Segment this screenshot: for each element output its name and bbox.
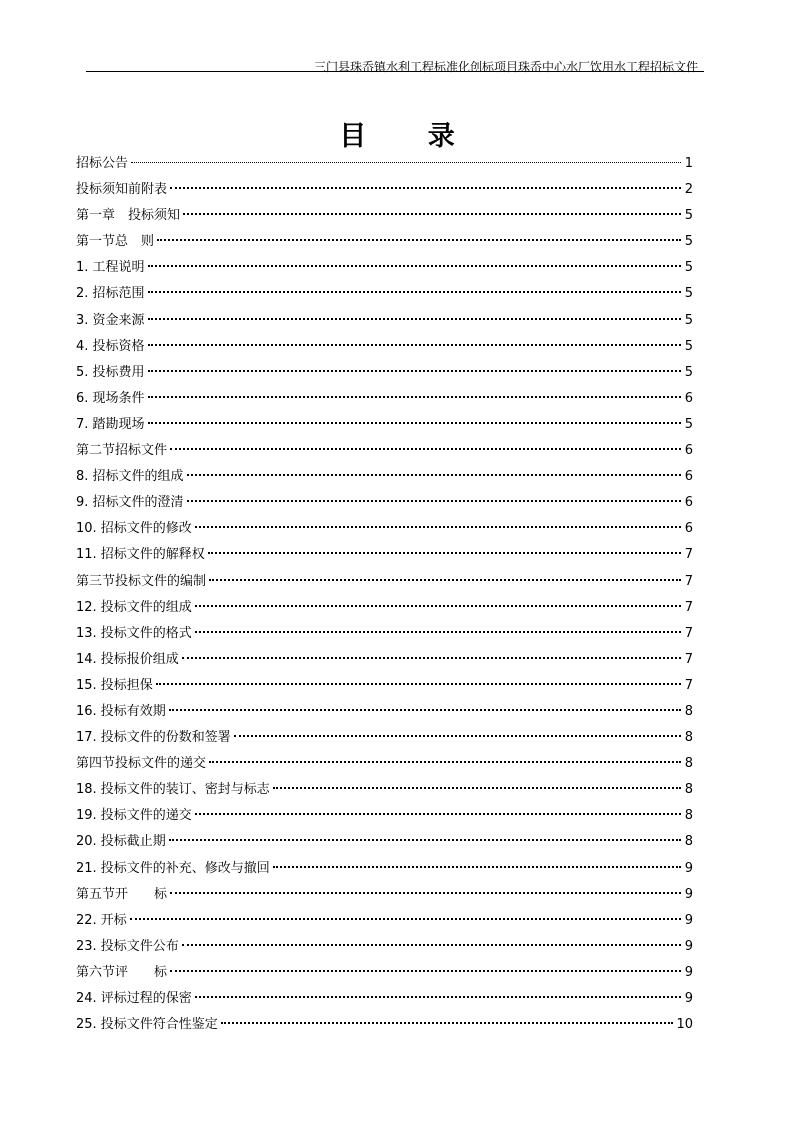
toc-entry-page-number: 5	[684, 312, 693, 328]
toc-entry-label: 4. 投标资格	[76, 338, 145, 354]
toc-entry-label: 18. 投标文件的装订、密封与标志	[76, 782, 270, 798]
toc-entry-label: 投标须知前附表	[76, 182, 168, 198]
toc-entry-label: 5. 投标费用	[76, 364, 145, 380]
toc-entry-page-number: 1	[684, 156, 693, 171]
toc-entry[interactable]	[76, 960, 693, 986]
toc-dot-leader	[148, 318, 681, 320]
toc-dot-leader	[195, 605, 681, 607]
toc-entry-page-number: 7	[684, 573, 693, 589]
toc-entry[interactable]	[76, 203, 693, 229]
header-rule	[86, 71, 704, 72]
toc-entry-page-number: 8	[684, 808, 693, 824]
toc-entry[interactable]	[76, 803, 693, 829]
toc-dot-leader	[170, 892, 681, 894]
toc-dot-leader	[234, 735, 681, 737]
toc-entry-page-number: 6	[684, 390, 693, 406]
toc-dot-leader	[156, 683, 681, 685]
toc-entry[interactable]	[76, 229, 693, 255]
toc-entry-page-number: 8	[684, 730, 693, 746]
toc-entry-page-number: 8	[684, 782, 693, 798]
toc-entry-label: 第六节评 标	[76, 964, 168, 980]
toc-entry-page-number: 9	[684, 991, 693, 1006]
toc-entry-page-number: 6	[684, 495, 693, 511]
toc-entry-page-number: 5	[684, 364, 693, 380]
toc-entry[interactable]	[76, 699, 693, 725]
toc-entry-label: 11. 招标文件的解释权	[76, 547, 205, 563]
toc-entry-label: 12. 投标文件的组成	[76, 599, 192, 615]
toc-entry-label: 25. 投标文件符合性鉴定	[76, 1017, 218, 1033]
toc-entry-label: 第一章 投标须知	[76, 208, 181, 224]
toc-dot-leader	[208, 552, 681, 554]
toc-entry-label: 10. 招标文件的修改	[76, 521, 192, 537]
toc-entry[interactable]	[76, 751, 693, 777]
toc-entry-page-number: 5	[684, 234, 693, 250]
toc-entry-page-number: 8	[684, 703, 693, 719]
running-header-title: 三门县珠岙镇水利工程标准化创标项目珠岙中心水厂饮用水工程招标文件	[313, 60, 698, 74]
toc-dot-leader	[209, 579, 681, 581]
toc-entry-label: 21. 投标文件的补充、修改与撤回	[76, 860, 270, 876]
toc-entry[interactable]	[76, 464, 693, 490]
toc-entry-label: 20. 投标截止期	[76, 834, 166, 850]
toc-entry[interactable]	[76, 856, 693, 882]
toc-entry-page-number: 5	[684, 260, 693, 276]
toc-entry-page-number: 6	[684, 469, 693, 485]
toc-entry[interactable]	[76, 360, 693, 386]
toc-dot-leader	[183, 213, 681, 215]
toc-entry-page-number: 7	[684, 547, 693, 563]
toc-entry-page-number: 5	[684, 416, 693, 432]
toc-entry-label: 7. 踏勘现场	[76, 416, 145, 432]
toc-dot-leader	[170, 970, 681, 972]
toc-entry-page-number: 9	[684, 912, 693, 928]
toc-entry[interactable]	[76, 673, 693, 699]
toc-entry-label: 16. 投标有效期	[76, 703, 166, 719]
toc-entry[interactable]	[76, 725, 693, 751]
toc-entry[interactable]	[76, 569, 693, 595]
toc-dot-leader	[273, 787, 681, 789]
toc-entry-label: 2. 招标范围	[76, 286, 145, 302]
toc-entry-label: 19. 投标文件的递交	[76, 808, 192, 824]
toc-dot-leader	[182, 944, 681, 946]
toc-entry[interactable]	[76, 1012, 693, 1038]
toc-dot-leader	[169, 709, 681, 711]
toc-dot-leader	[148, 344, 681, 346]
toc-entry[interactable]	[76, 490, 693, 516]
toc-entry-page-number: 7	[684, 651, 693, 667]
toc-entry-label: 第四节投标文件的递交	[76, 756, 207, 772]
toc-entry-label: 第一节总 则	[76, 234, 155, 250]
toc-entry[interactable]	[76, 934, 693, 960]
toc-entry-page-number: 10	[676, 1017, 693, 1033]
document-title: 目 录	[339, 121, 481, 152]
toc-entry-page-number: 6	[684, 443, 693, 459]
toc-entry[interactable]	[76, 621, 693, 647]
toc-entry-page-number: 9	[684, 886, 693, 902]
toc-entry-label: 1. 工程说明	[76, 260, 145, 276]
toc-entry[interactable]	[76, 255, 693, 281]
toc-entry[interactable]	[76, 308, 693, 334]
toc-entry-label: 第二节招标文件	[76, 443, 168, 459]
toc-dot-leader	[148, 422, 681, 424]
toc-entry-page-number: 8	[684, 756, 693, 772]
toc-dot-leader	[195, 631, 681, 633]
toc-entry-label: 15. 投标担保	[76, 677, 153, 693]
toc-entry-page-number: 9	[684, 938, 693, 954]
toc-entry-label: 第五节开 标	[76, 886, 168, 902]
toc-entry[interactable]	[76, 516, 693, 542]
toc-dot-leader	[148, 291, 681, 293]
toc-dot-leader	[273, 866, 681, 868]
toc-dot-leader	[170, 448, 681, 450]
toc-dot-leader	[148, 396, 681, 398]
toc-entry[interactable]	[76, 829, 693, 855]
toc-entry[interactable]	[76, 908, 693, 934]
toc-entry-label: 6. 现场条件	[76, 390, 145, 406]
toc-entry-label: 17. 投标文件的份数和签署	[76, 730, 231, 746]
toc-entry-label: 第三节投标文件的编制	[76, 573, 207, 589]
toc-entry-page-number: 6	[684, 521, 693, 537]
toc-entry[interactable]	[76, 177, 693, 203]
toc-dot-leader	[195, 996, 681, 998]
toc-entry-label: 13. 投标文件的格式	[76, 625, 192, 641]
toc-entry-page-number: 8	[684, 834, 693, 850]
toc-entry-page-number: 7	[684, 599, 693, 615]
table-of-contents	[76, 151, 693, 1038]
toc-dot-leader	[131, 162, 681, 163]
toc-dot-leader	[148, 265, 681, 267]
toc-entry-label: 24. 评标过程的保密	[76, 991, 192, 1006]
toc-entry-label: 8. 招标文件的组成	[76, 469, 184, 485]
toc-entry[interactable]	[76, 647, 693, 673]
toc-entry[interactable]	[76, 151, 693, 177]
toc-dot-leader	[130, 918, 681, 920]
toc-entry-page-number: 7	[684, 625, 693, 641]
toc-dot-leader	[170, 187, 681, 189]
toc-entry[interactable]	[76, 386, 693, 412]
toc-entry-page-number: 5	[684, 338, 693, 354]
toc-dot-leader	[195, 526, 681, 528]
toc-entry-page-number: 5	[684, 286, 693, 302]
toc-entry[interactable]	[76, 438, 693, 464]
toc-entry[interactable]	[76, 882, 693, 908]
toc-dot-leader	[195, 813, 681, 815]
toc-entry[interactable]	[76, 412, 693, 438]
toc-dot-leader	[157, 239, 681, 241]
toc-dot-leader	[187, 500, 681, 502]
toc-entry-label: 23. 投标文件公布	[76, 938, 179, 954]
toc-entry-label: 14. 投标报价组成	[76, 651, 179, 667]
toc-entry-label: 招标公告	[76, 156, 129, 171]
toc-entry[interactable]	[76, 777, 693, 803]
toc-entry[interactable]	[76, 334, 693, 360]
toc-dot-leader	[169, 839, 681, 841]
toc-dot-leader	[187, 474, 681, 476]
toc-entry-page-number: 9	[684, 964, 693, 980]
toc-entry-page-number: 7	[684, 677, 693, 693]
toc-entry[interactable]	[76, 986, 693, 1012]
toc-entry[interactable]	[76, 595, 693, 621]
toc-dot-leader	[221, 1022, 674, 1024]
toc-entry-page-number: 5	[684, 208, 693, 224]
toc-dot-leader	[182, 657, 681, 659]
toc-entry[interactable]	[76, 542, 693, 568]
toc-entry-label: 3. 资金来源	[76, 312, 145, 328]
toc-entry[interactable]	[76, 281, 693, 307]
toc-entry-page-number: 2	[684, 182, 693, 198]
toc-dot-leader	[209, 761, 681, 763]
toc-entry-label: 9. 招标文件的澄清	[76, 495, 184, 511]
toc-entry-page-number: 9	[684, 860, 693, 876]
toc-dot-leader	[148, 370, 681, 372]
toc-entry-label: 22. 开标	[76, 912, 127, 928]
